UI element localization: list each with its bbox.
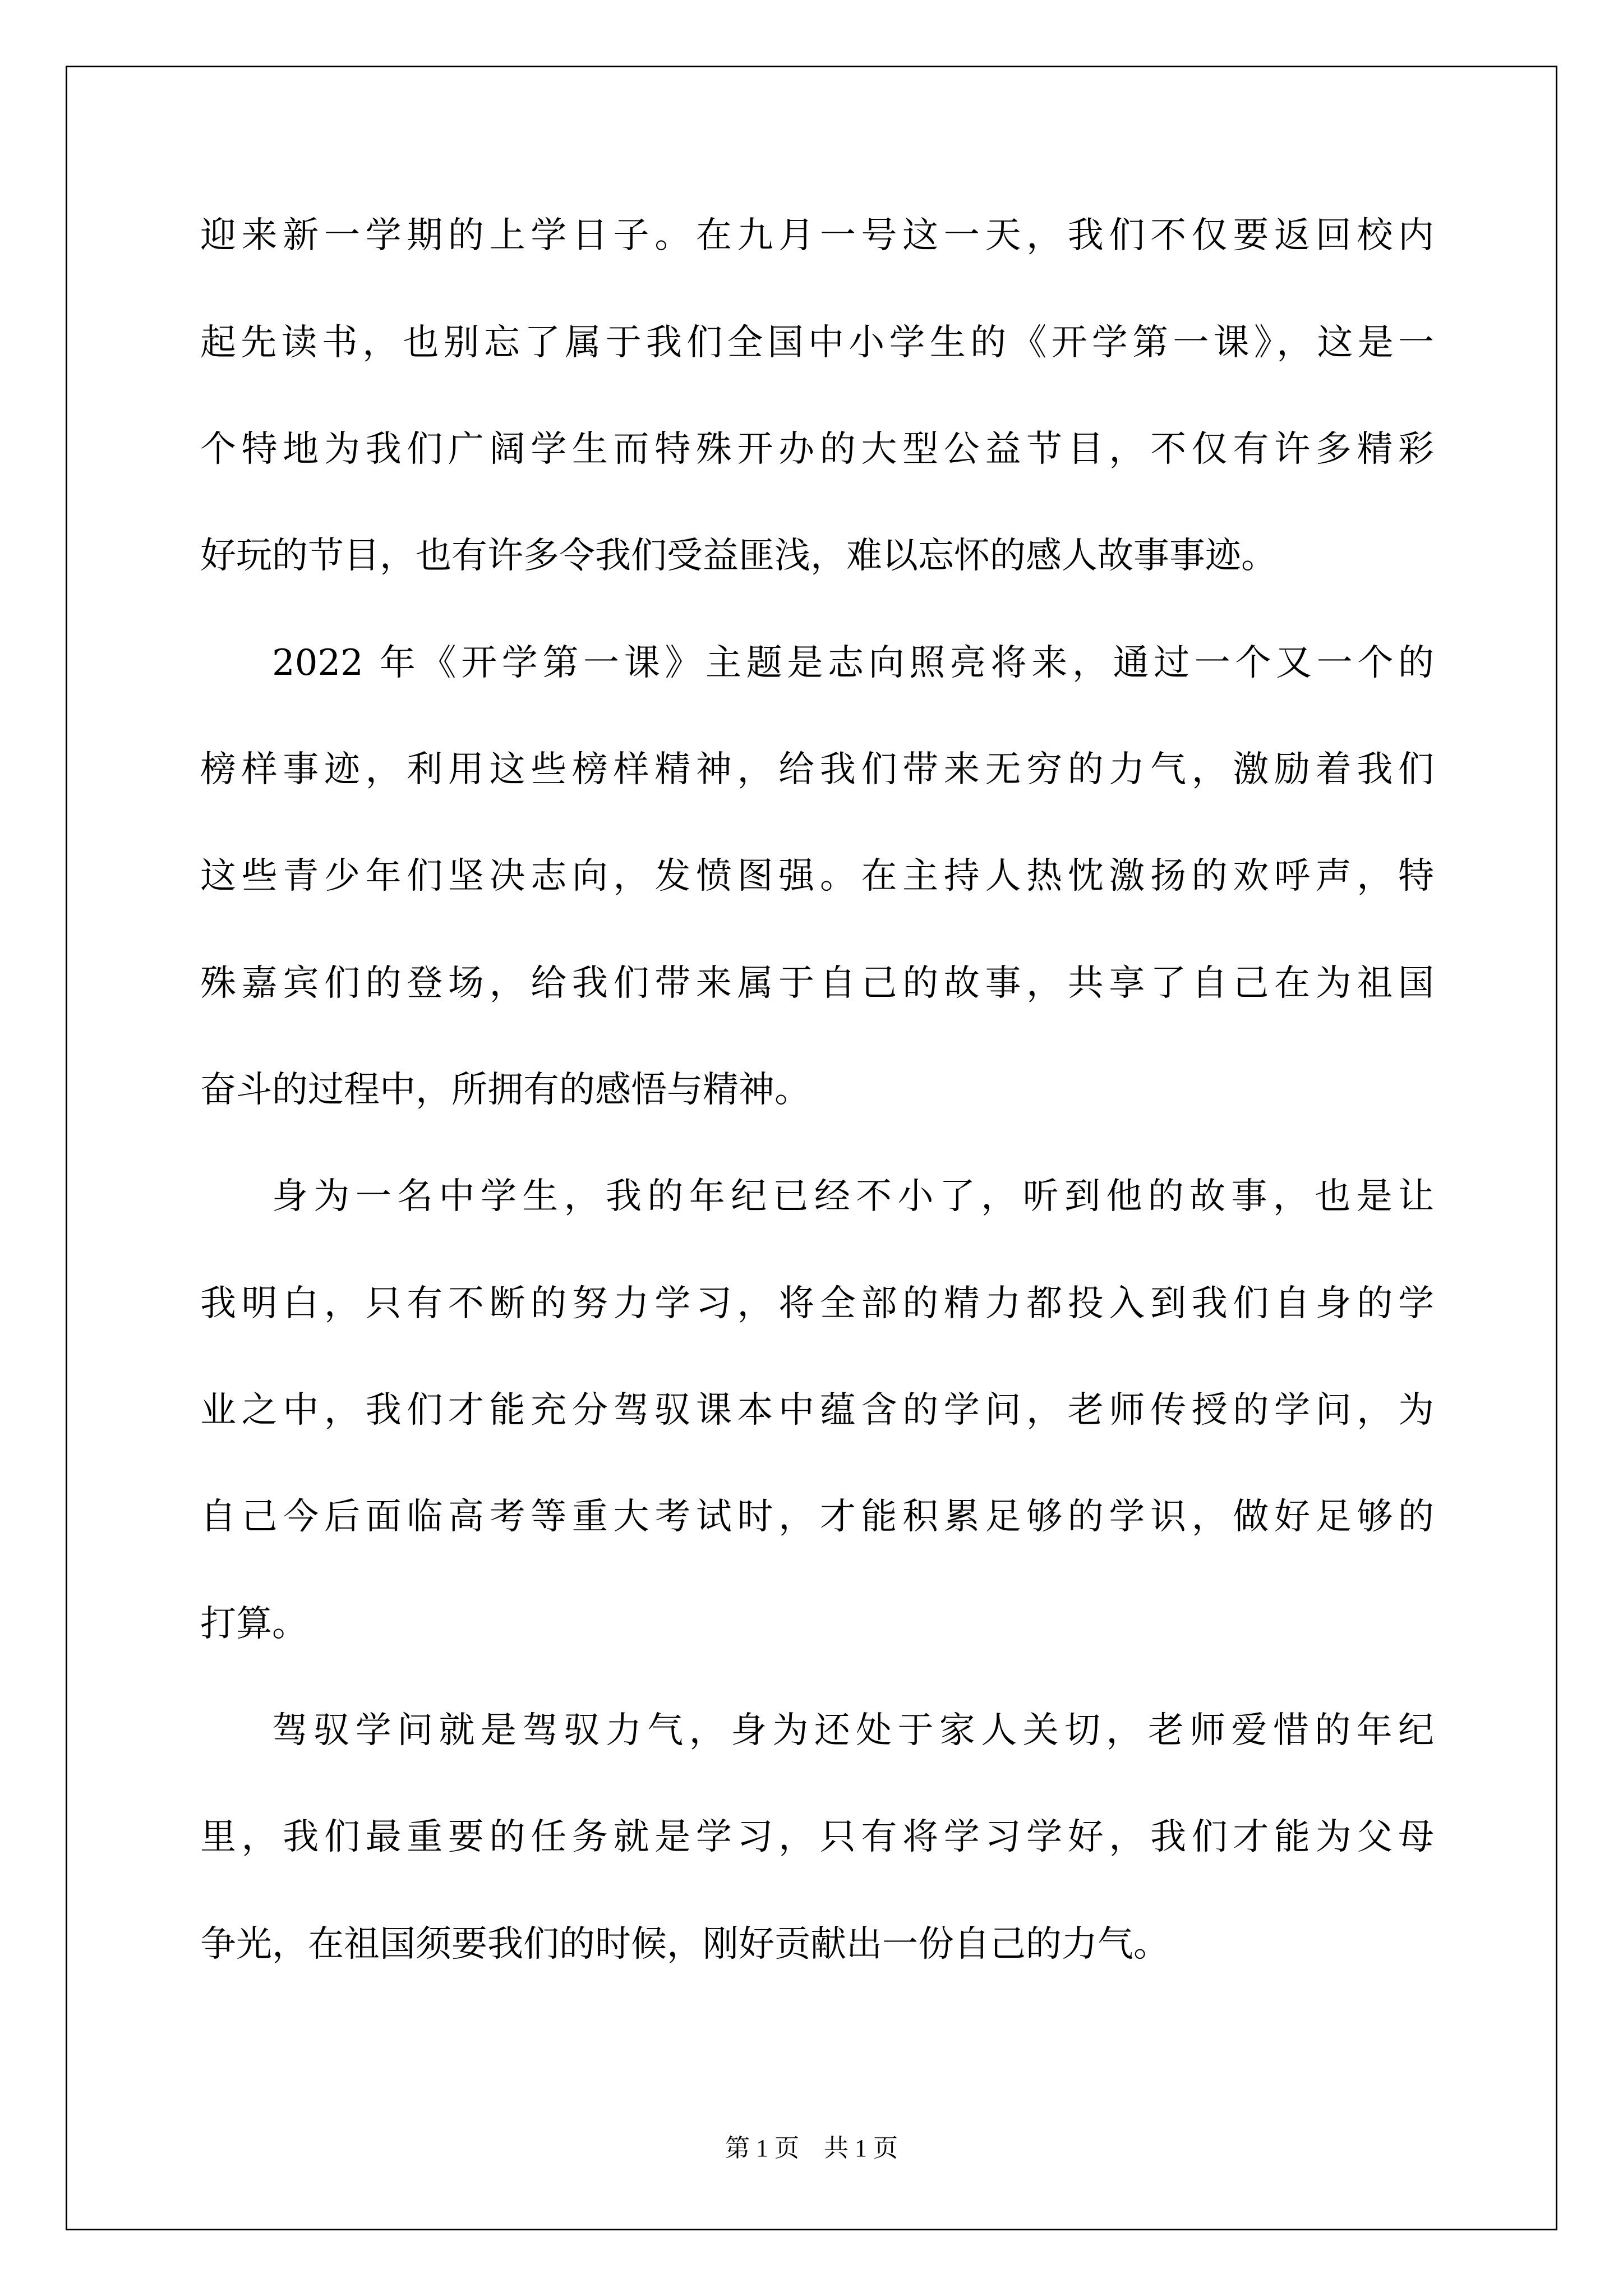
paragraph-line: 迎来新一学期的上学日子。在九月一号这一天，我们不仅要返回校内	[200, 215, 1434, 256]
paragraph-line: 身为一名中学生，我的年纪已经不小了，听到他的故事，也是让	[272, 1176, 1434, 1217]
paragraph-line: 自己今后面临高考等重大考试时，才能积累足够的学识，做好足够的	[200, 1496, 1434, 1538]
paragraph-line: 个特地为我们广阔学生而特殊开办的大型公益节目，不仅有许多精彩	[200, 429, 1434, 470]
paragraph-line: 驾驭学问就是驾驭力气，身为还处于家人关切，老师爱惜的年纪	[272, 1710, 1434, 1751]
paragraph-line: 这些青少年们坚决志向，发愤图强。在主持人热忱激扬的欢呼声，特	[200, 855, 1434, 897]
paragraph-line: 里，我们最重要的任务就是学习，只有将学习学好，我们才能为父母	[200, 1816, 1434, 1858]
page-border	[66, 66, 1557, 2230]
page-number: 第 1 页	[725, 2134, 799, 2162]
paragraph-line: 2022 年《开学第一课》主题是志向照亮将来，通过一个又一个的	[272, 642, 1434, 684]
paragraph-line: 榜样事迹，利用这些榜样精神，给我们带来无穷的力气，激励着我们	[200, 749, 1434, 790]
paragraph-line: 争光，在祖国须要我们的时候，刚好贡献出一份自己的力气。	[200, 1924, 1169, 1965]
paragraph-line: 打算。	[200, 1603, 308, 1645]
page-footer	[66, 2132, 1557, 2165]
page-total: 共 1 页	[824, 2134, 898, 2162]
paragraph-line: 殊嘉宾们的登场，给我们带来属于自己的故事，共享了自己在为祖国	[200, 963, 1434, 1004]
paragraph-line: 业之中，我们才能充分驾驭课本中蕴含的学问，老师传授的学问，为	[200, 1389, 1434, 1431]
paragraph-line: 好玩的节目，也有许多令我们受益匪浅，难以忘怀的感人故事事迹。	[200, 535, 1277, 577]
paragraph-line: 起先读书，也别忘了属于我们全国中小学生的《开学第一课》，这是一	[200, 322, 1434, 364]
paragraph-line: 奋斗的过程中，所拥有的感悟与精神。	[200, 1069, 810, 1111]
paragraph-line: 我明白，只有不断的努力学习，将全部的精力都投入到我们自身的学	[200, 1283, 1434, 1324]
